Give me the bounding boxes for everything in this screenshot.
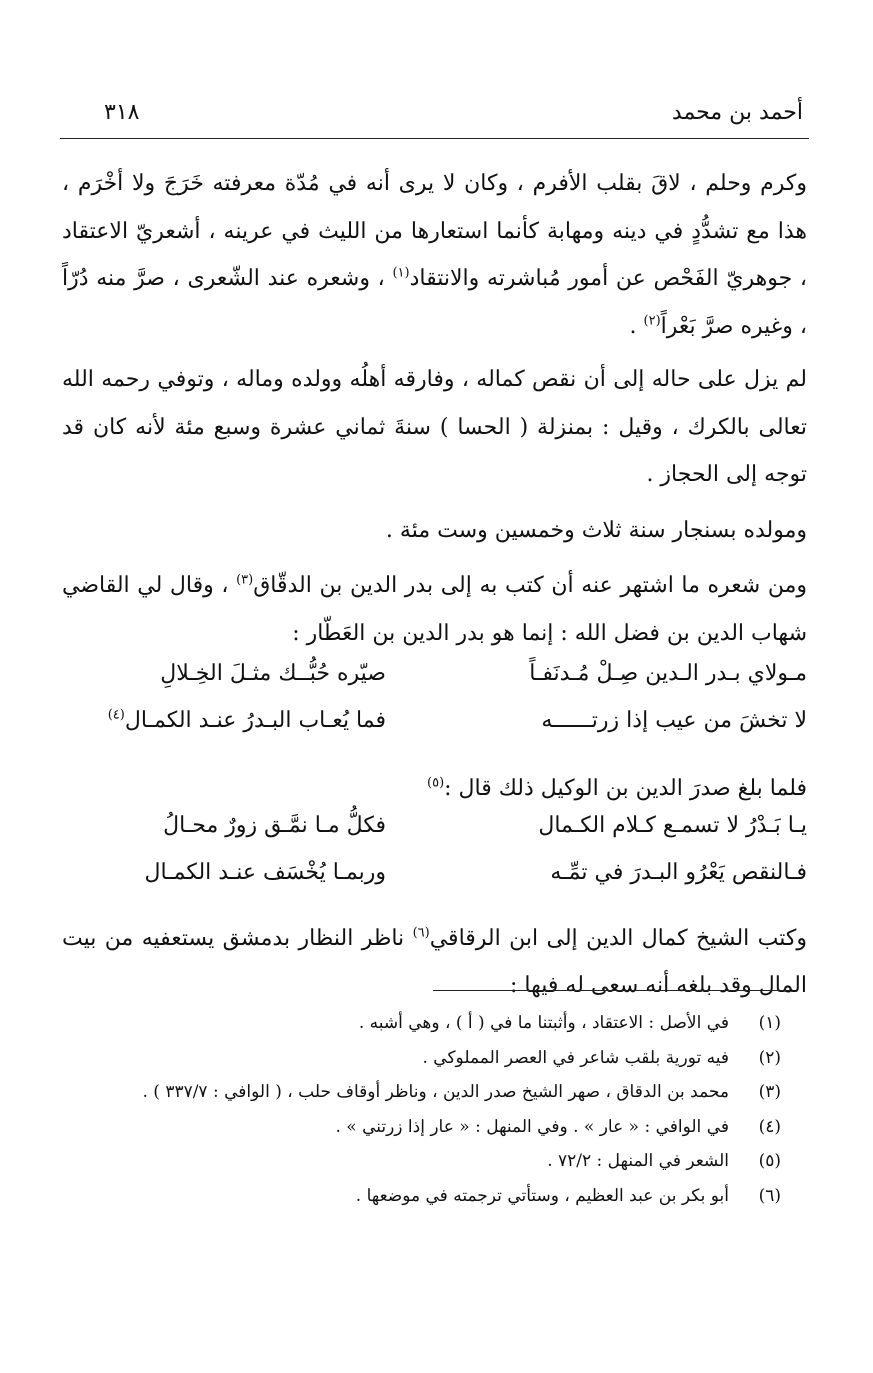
verse-line xyxy=(62,860,807,907)
poem-1 xyxy=(62,661,807,755)
hemistich-first: فـالنقص يَعْرُو البـدرَ في تمِّـه xyxy=(550,859,807,885)
verse-line xyxy=(62,813,807,860)
hemistich-second: صيّره حُبُّــك مثـلَ الخِـلالِ xyxy=(160,661,386,686)
paragraph-1-text: وكرم وحلم ، لاقَ بقلب الأفرم ، وكان لا يرى أنه في مُدّة معرفته خَرَجَ ولا أخْرَم ، هذا مع تشدُّدٍ في دينه ومهابة كأنما استعارها من الليث في عرينه ، أشعريّ الاعتقاد ، جوهريّ الفَحْص عن أمور مُباشرته والانتقاد xyxy=(62,171,808,291)
verse-line xyxy=(62,661,807,708)
footnotes xyxy=(80,1006,781,1213)
footnote-rule xyxy=(433,990,789,991)
footnote-number: (٦) xyxy=(758,1185,781,1206)
hemistich-second: فكلُّ مـا نمَّـق زورٌ محـالُ xyxy=(163,812,386,838)
hemistich-second: وربمـا يُخْسَف عنـد الكمـال xyxy=(144,859,386,885)
paragraph-5-text: فلما بلغ صدرَ الدين بن الوكيل ذلك قال : xyxy=(444,776,807,801)
footnote-ref-4: (٤) xyxy=(107,707,125,723)
hemistich-first: لا تخشَ من عيب إذا زرتــــــه xyxy=(541,708,807,733)
footnote-ref-2: (٢) xyxy=(643,313,661,329)
paragraph-5 xyxy=(62,765,807,813)
paragraph-6 xyxy=(62,915,807,1010)
footnote-number: (٥) xyxy=(758,1151,781,1171)
footnote-text: الشعر في المنهل : ٧٢/٢ . xyxy=(547,1151,729,1171)
verse-line xyxy=(62,708,807,755)
footnote-text: في الوافي : « عار » . وفي المنهل : « عار إذا زرتني » . xyxy=(335,1116,729,1137)
footnote-ref-3: (٣) xyxy=(236,572,254,588)
paragraph-4-text-b: ، وقال لي القاضي شهاب الدين بن فضل الله : إنما هو بدر الدين بن العَطّار : xyxy=(62,573,807,646)
footnote-text: محمد بن الدقاق ، صهر الشيخ صدر الدين ، وناظر أوقاف حلب ، ( الوافي : ٣٣٧/٧ ) . xyxy=(142,1082,729,1102)
paragraph-4 xyxy=(62,562,807,657)
hemistich-first: يـا بَـدْرُ لا تسمـع كـلام الكـمال xyxy=(538,812,807,838)
poem-2 xyxy=(62,813,807,907)
footnote xyxy=(80,1041,781,1076)
paragraph-1-end: . xyxy=(629,313,644,339)
hemistich-first: مـولاي بـدر الـدين صِـلْ مُـدنَفـاً xyxy=(529,661,807,686)
paragraph-4-text: ومن شعره ما اشتهر عنه أن كتب به إلى بدر الدين بن الدقّاق xyxy=(253,573,808,598)
paragraph-1-text-b: ، وشعره عند الشّعرى ، صرَّ منه دُرّاً ، وغيره صرَّ بَعْراً xyxy=(62,266,807,339)
footnote-ref-6: (٦) xyxy=(412,925,430,941)
paragraph-3: ومولده بسنجار سنة ثلاث وخمسين وست مئة . xyxy=(385,517,807,543)
footnote-ref-5: (٥) xyxy=(427,775,445,791)
footnote-text: فيه تورية بلقب شاعر في العصر المملوكي . xyxy=(422,1047,729,1068)
paragraph-6-text-b: ناظر النظار بدمشق يستعفيه من بيت المال وقد بلغه أنه سعى له فيها : xyxy=(62,925,807,998)
footnote xyxy=(80,1075,781,1110)
paragraph-1 xyxy=(62,160,807,350)
footnote xyxy=(80,1179,781,1214)
footnote-number: (١) xyxy=(758,1013,781,1033)
paragraph-2: لم يزل على حاله إلى أن نقص كماله ، وفارقه أهلُه وولده وماله ، وتوفي رحمه الله تعالى بالكرك ، وقيل : بمنزلة ( الحسا ) سنةَ ثماني عشرة وسبع مئة لأنه كان قد توجه إلى الحجاز . xyxy=(62,367,807,487)
page-number: ٣١٨ xyxy=(104,100,140,125)
hemistich-second-text: فما يُعـاب البـدرُ عنـد الكمـال xyxy=(124,708,386,733)
footnote xyxy=(80,1144,781,1179)
footnote-number: (٣) xyxy=(758,1082,781,1102)
footnote xyxy=(80,1006,781,1041)
main-text xyxy=(62,160,807,1010)
hemistich-second xyxy=(86,708,386,733)
paragraph-6-text: وكتب الشيخ كمال الدين إلى ابن الرقاقي xyxy=(429,925,807,951)
footnote-number: (٤) xyxy=(758,1116,781,1137)
footnote-text: في الأصل : الاعتقاد ، وأثبتنا ما في ( أ ) ، وهي أشبه . xyxy=(358,1013,729,1033)
running-header xyxy=(60,100,803,136)
footnote-text: أبو بكر بن عبد العظيم ، وستأتي ترجمته في موضعها . xyxy=(355,1185,729,1206)
running-title: أحمد بن محمد xyxy=(671,100,803,125)
header-rule xyxy=(60,138,809,139)
footnote xyxy=(80,1110,781,1145)
footnote-number: (٢) xyxy=(758,1047,781,1068)
footnote-ref-1: (١) xyxy=(392,265,410,281)
